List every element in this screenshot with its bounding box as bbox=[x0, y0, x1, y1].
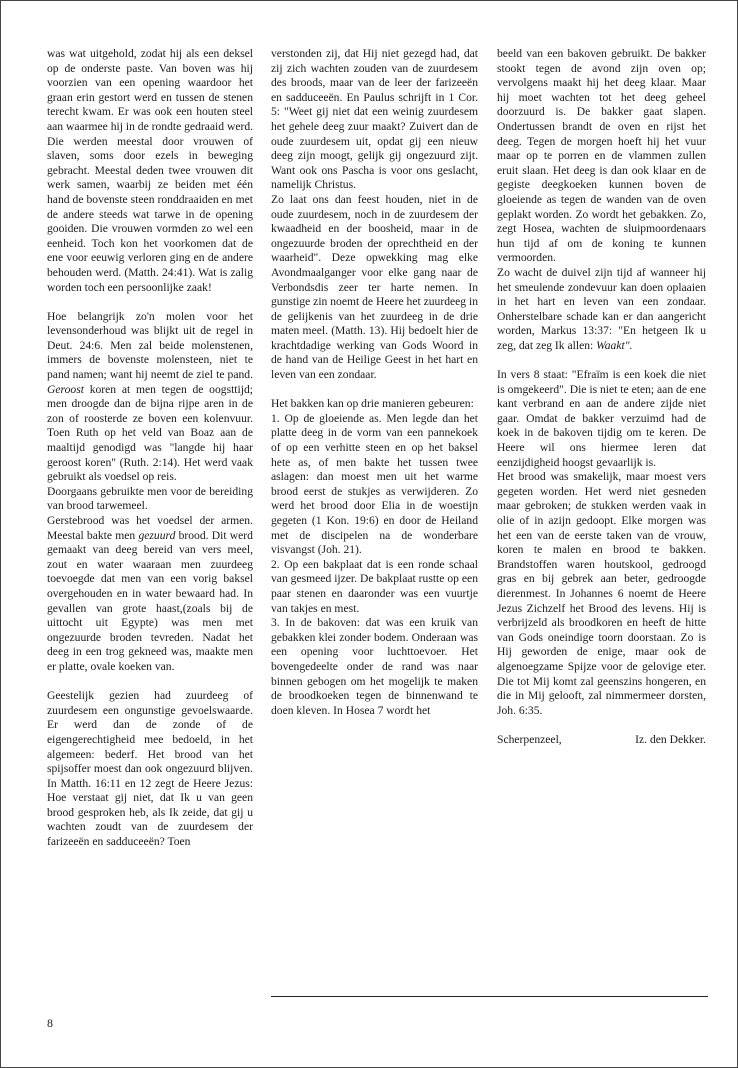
signature bbox=[497, 733, 706, 748]
paragraph-text: koren at men tegen de oogsttijd; men droogde dan de bijna rijpe aren in de zon of roosterde ze boven een kolenvuur. Toen Ruth op het veld van Boaz aan de maaltijd genodigd was "langde hij haar geroost koren" (Ruth. 2:14). Het werd vaak gebruikt als voedsel op reis. bbox=[47, 382, 253, 484]
footer-rule bbox=[271, 996, 708, 997]
paragraph: 3. In de bakoven: dat was een kruik van gebakken klei zonder bodem. Onderaan was een opening voor luchttoevoer. Het bovengedeelte onder de rand was naar binnen gebogen om het mogelijk te maken de broodkoeken tegen de binnenwand te doen kleven. In Hosea 7 wordt het bbox=[271, 616, 478, 717]
paragraph bbox=[497, 266, 706, 354]
italic-term: Geroost bbox=[47, 382, 84, 396]
paragraph: verstonden zij, dat Hij niet gezegd had, dat zij zich wachten zouden van de zuurdesem des broods, maar van de leer der farizeeën en sadduceeën. En Paulus schrijft in 1 Cor. 5: "Weet gij niet dat een weinig zuurdesem het gehele deeg zuur maakt? Zuivert dan de oude zuurdesem uit, opdat gij een nieuw deeg zijn moogt, gelijk gij ongezuurd zijt. Want ook ons Pascha is voor ons geslacht, namelijk Christus. bbox=[271, 47, 478, 192]
text-column-1 bbox=[47, 47, 253, 864]
page-number: 8 bbox=[47, 1016, 53, 1030]
paragraph: In vers 8 staat: "Efraïm is een koek die niet is omgekeerd". Die is niet te eten; aan de ene kant verbrand en aan de andere zijde niet gaar. Omdat de bakker verzuimd had de koek in de bakoven tijdig om te keren. De Heere wil ons hiermee leren dat eenzijdigheid hoogst gevaarlijk is. bbox=[497, 368, 706, 469]
text-column-2 bbox=[271, 47, 478, 718]
italic-term: gezuurd bbox=[138, 528, 176, 542]
paragraph bbox=[47, 310, 253, 485]
paragraph-text: Gerstebrood was het voedsel der armen. Meestal bakte men bbox=[47, 514, 253, 542]
paragraph-text: brood. Dit werd gemaakt van deeg bereid van vers meel, zout en water waaraan men zuurdeeg toevoegde dat men van een vorig baksel overgehouden en in water bewaard had. In gevallen van grote haast,(zoals bij de uittocht uit Egypte) was men met ongezuurde broden tevreden. Nadat het deeg in een trog gekneed was, maakte men er platte, ovale koeken van. bbox=[47, 528, 253, 673]
italic-term: Waakt". bbox=[596, 338, 633, 352]
paragraph: Het bakken kan op drie manieren gebeuren: bbox=[271, 397, 474, 411]
signature-name: Iz. den Dekker. bbox=[635, 732, 706, 746]
paragraph-text: Zo wacht de duivel zijn tijd af wanneer hij het smeulende zondevuur kan doen oplaaien in het hart en leven van een zondaar. Onherstelbare schade kan er dan aangericht worden, Markus 13:37: "En hetgeen Ik u zeg, dat zeg Ik allen: bbox=[497, 265, 706, 352]
paragraph: 1. Op de gloeiende as. Men legde dan het platte deeg in de vorm van een pannekoek of op een verhitte steen en op het baksel hete as, of men bakte het tussen twee aslagen: dan moest men uit het warme brood eerst de stukjes as verwijderen. Zo werd het brood door Elia in de woestijn gegeten (1 Kon. 19:6) en door de Heiland met de discipelen na de wonderbare visvangst (Joh. 21). bbox=[271, 411, 478, 557]
paragraph bbox=[47, 514, 253, 675]
paragraph: Doorgaans gebruikte men voor de bereiding van brood tarwemeel. bbox=[47, 484, 253, 513]
paragraph: Geestelijk gezien had zuurdeeg of zuurdesem een ongunstige gevoelswaarde. Er werd dan de zonde of de eigengerechtigheid mee bedoeld, in het algemeen: bederf. Het brood van het spijsoffer moest dan ook ongezuurd blijven. In Matth. 16:11 en 12 zegt de Heere Jezus: Hoe verstaat gij niet, dat Ik u van geen brood gesproken heb, als Ik zeide, dat gij u wachten zoudt van de zuurdesem der farizeeën en sadduceeën? Toen bbox=[47, 689, 253, 849]
paragraph: 2. Op een bakplaat dat is een ronde schaal van gesmeed ijzer. De bakplaat rustte op een paar stenen en daaronder was een vuurtje van takjes en mest. bbox=[271, 557, 478, 615]
text-column-3 bbox=[497, 47, 706, 748]
signature-place: Scherpenzeel, bbox=[497, 732, 562, 746]
paragraph: Het brood was smakelijk, maar moest vers gegeten worden. Het werd niet gesneden maar gebroken; de stukken werden vaak in olie of in azijn gedoopt. Elke morgen was het een van de eerste taken van de vrouw, koren te malen en brood te bakken. Brandstoffen waren houtskool, gedroogd gras en bij gebrek aan beter, gedroogde dierenmest. In Johannes 6 noemt de Heere Jezus Zichzelf het Brood des levens. Hij is verbrijzeld als broodkoren en heeft de hitte van Gods oneindige toorn doorstaan. Zo is Hij geworden de enige, maar ook de algenoegzame Spijze voor de gelovige eter. Die tot Mij komt zal geenszins hongeren, en die in Mij gelooft, zal nimmermeer dorsten, Joh. 6:35. bbox=[497, 470, 706, 717]
paragraph: beeld van een bakoven gebruikt. De bakker stookt tegen de avond zijn oven op; vervolgens maakt hij het deeg klaar. Maar hij moet wachten tot het deeg geheel doorzuurd is. De bakker gaat slapen. Ondertussen brandt de oven en rijst het deeg. Tegen de morgen hoeft hij het vuur maar op te porren en de vlammen zullen eruit slaan. Het deeg is dan ook klaar en de gegiste deegkoeken kunnen boven de gloeiende as tegen de wanden van de oven geplakt worden. Zo wordt het gebakken. Zo, zegt Hosea, wachten de sluipmoordenaars hun tijd af om de koning te kunnen vermoorden. bbox=[497, 47, 706, 265]
paragraph-text: Hoe belangrijk zo'n molen voor het levensonderhoud was blijkt uit de regel in Deut. 24:6. Men zal beide molenstenen, immers de bovenste molensteen, niet te pand namen; want hij neemt de ziel te pand. bbox=[47, 309, 253, 382]
paragraph: Zo laat ons dan feest houden, niet in de oude zuurdesem, noch in de zuurdesem der kwaadheid en der boosheid, maar in de ongezuurde broden der oprechtheid en der waarheid". Deze opwekking mag elke Avondmaalganger voor elke gang naar de Verbondsdis zeer ter harte nemen. In gunstige zin noemt de Heere het zuurdeeg in de gelijkenis van het zuurdeeg in de drie maten meel. (Matth. 13). Hij bedoelt hier de krachtdadige werking van Gods Woord in de hand van de Heilige Geest in het hart en leven van een zondaar. bbox=[271, 192, 479, 382]
paragraph: was wat uitgehold, zodat hij als een deksel op de onderste paste. Van boven was hij voorzien van een opening waardoor het graan erin gestort werd en tussen de stenen terecht kwam. Er was ook een houten steel aan waarmee hij in de rondte gedraaid werd. Die werden meestal door vrouwen of slaven, soms door ezels in beweging gebracht. Meestal deden twee vrouwen dit werk samen, waarbij ze beiden met één hand de bovenste steen ronddraaiden en met de andere steeds wat tarwe in de opening gooiden. Die vrouwen vormden zo wel een eenheid. Toch kon het voorkomen dat de ene voor eeuwig verloren ging en de andere behouden werd. (Matth. 24:41). Wat is zalig worden toch een persoonlijke zaak! bbox=[47, 47, 254, 294]
